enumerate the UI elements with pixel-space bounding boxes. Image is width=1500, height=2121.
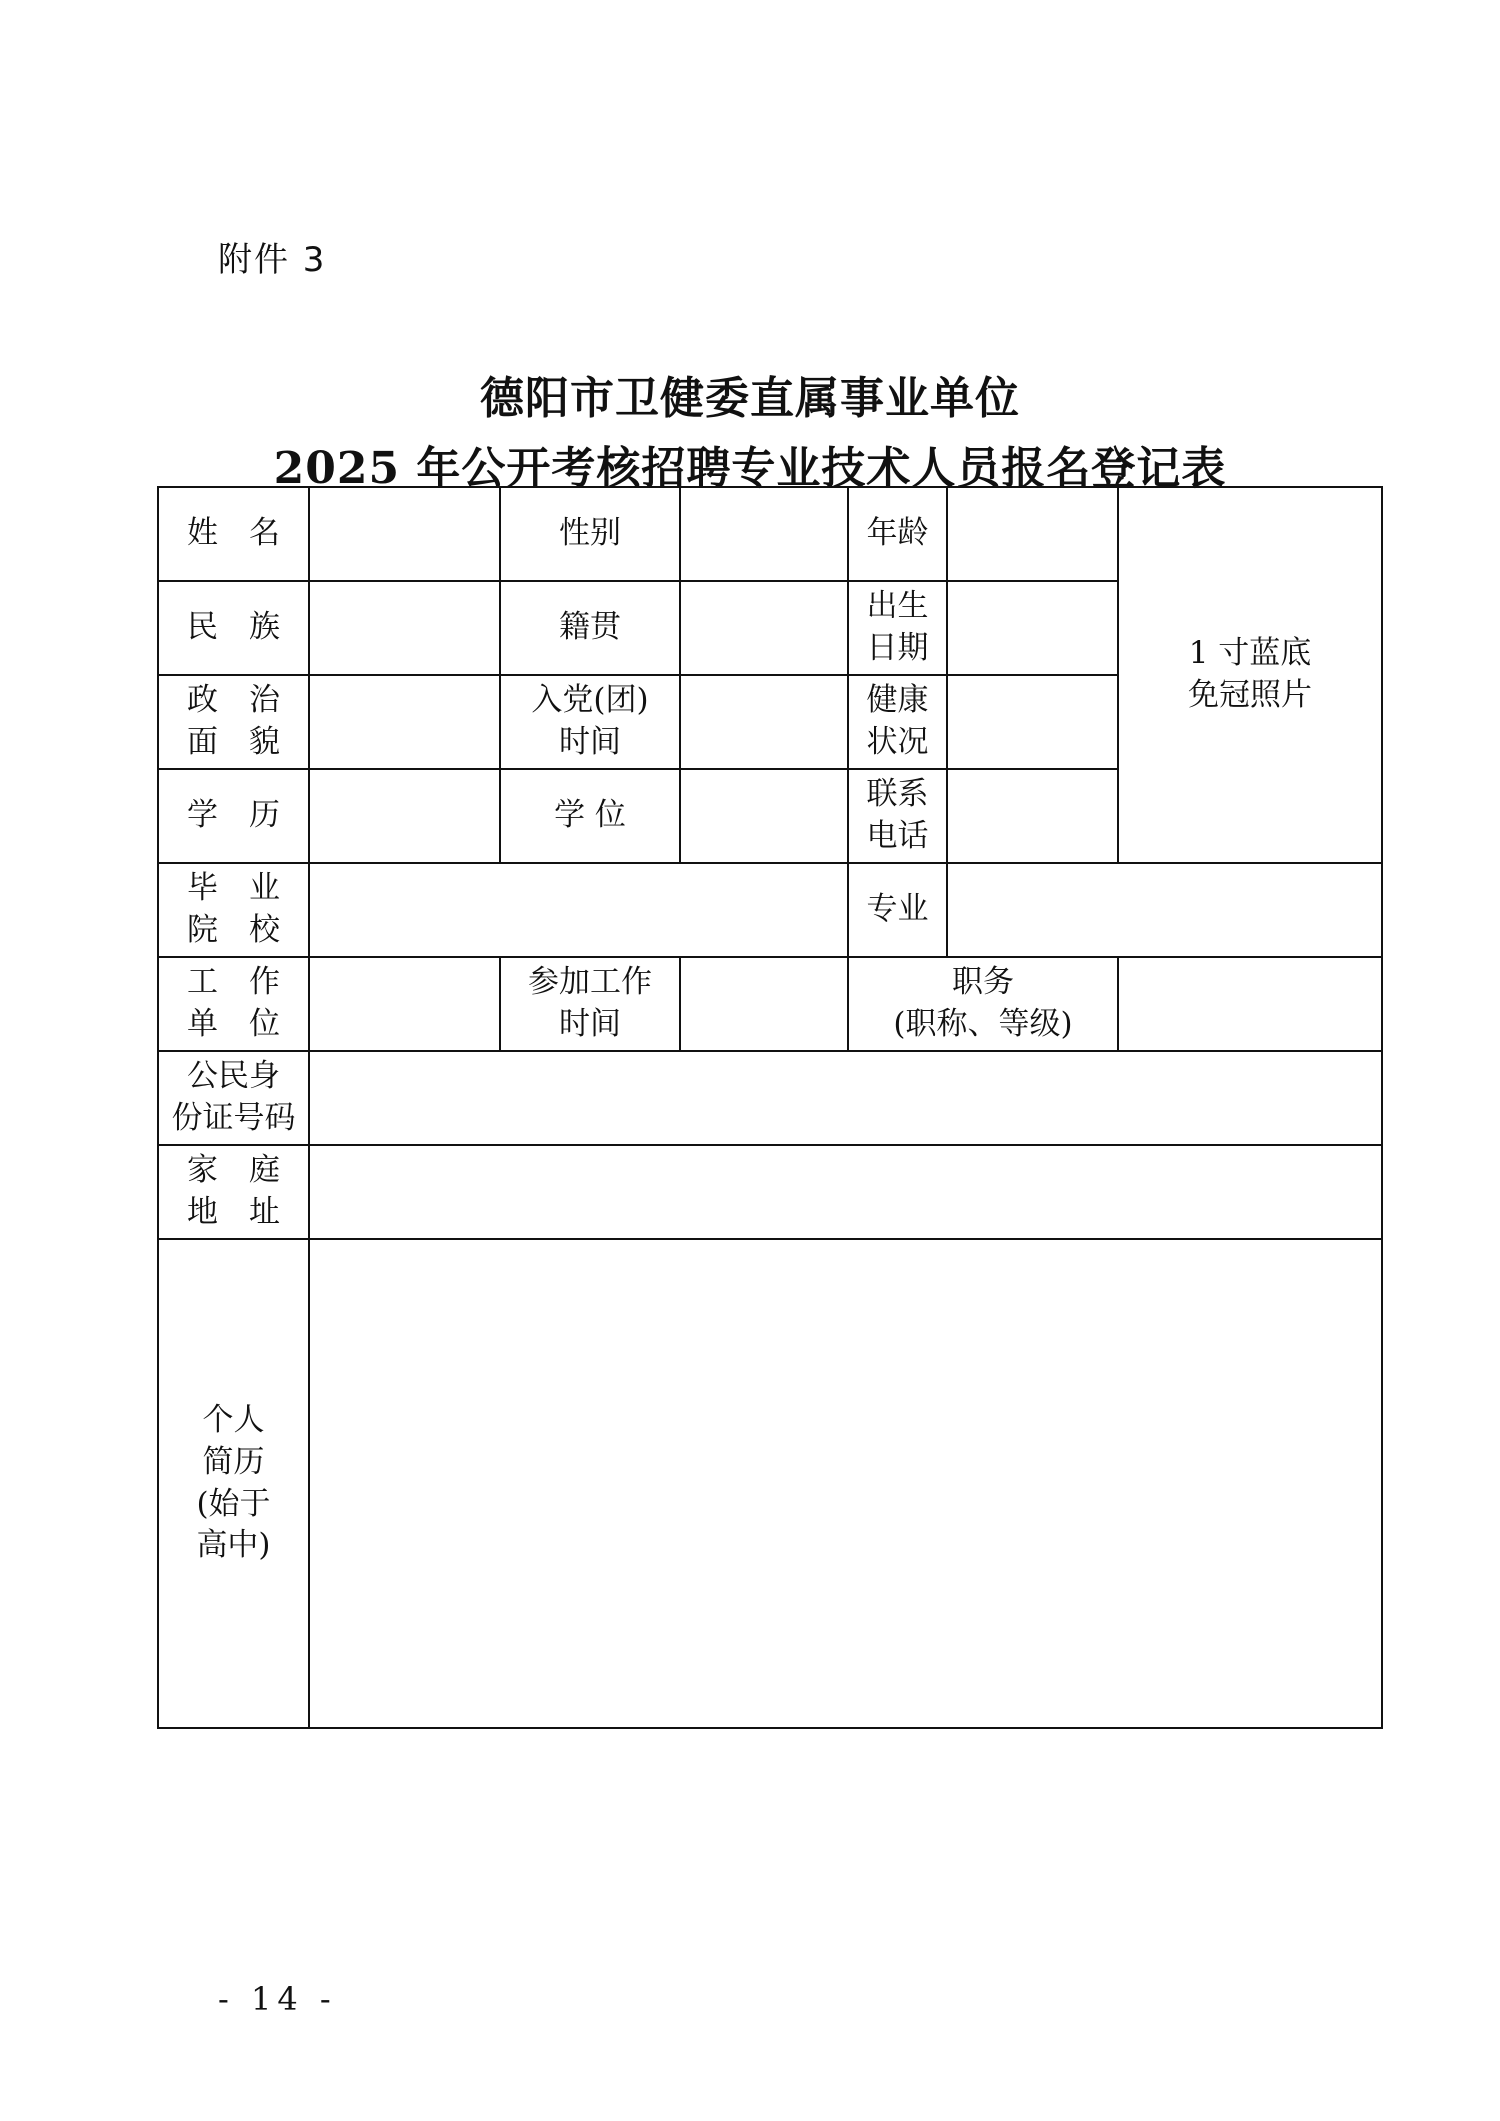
form-title-line1: 德阳市卫健委直属事业单位 [480,373,1020,424]
degree-field[interactable] [680,769,848,863]
ethnicity-field[interactable] [309,581,500,675]
political-status-label: 政 治 面 貌 [158,675,309,769]
birth-date-label: 出生 日期 [848,581,947,675]
native-place-label: 籍贯 [500,581,680,675]
degree-label: 学 位 [500,769,680,863]
major-label: 专业 [848,863,947,957]
work-start-time-field[interactable] [680,957,848,1051]
ethnicity-label: 民 族 [158,581,309,675]
employer-field[interactable] [309,957,500,1051]
education-field[interactable] [309,769,500,863]
position-label: 职务 (职称、等级) [848,957,1118,1051]
political-status-field[interactable] [309,675,500,769]
party-join-time-field[interactable] [680,675,848,769]
school-label: 毕 业 院 校 [158,863,309,957]
phone-label: 联系 电话 [848,769,947,863]
photo-placeholder[interactable]: 1 寸蓝底 免冠照片 [1118,487,1382,863]
id-number-field[interactable] [309,1051,1382,1145]
gender-label: 性别 [500,487,680,581]
position-field[interactable] [1118,957,1382,1051]
age-label: 年龄 [848,487,947,581]
registration-form-table [157,486,1383,1729]
work-start-time-label: 参加工作 时间 [500,957,680,1051]
form-title-line2: 2025 年公开考核招聘专业技术人员报名登记表 [273,443,1227,494]
address-field[interactable] [309,1145,1382,1239]
gender-field[interactable] [680,487,848,581]
native-place-field[interactable] [680,581,848,675]
name-field[interactable] [309,487,500,581]
address-label: 家 庭 地 址 [158,1145,309,1239]
health-label: 健康 状况 [848,675,947,769]
major-field[interactable] [947,863,1382,957]
phone-field[interactable] [947,769,1118,863]
resume-label: 个人 简历 (始于 高中) [158,1239,309,1728]
id-number-label: 公民身 份证号码 [158,1051,309,1145]
birth-date-field[interactable] [947,581,1118,675]
age-field[interactable] [947,487,1118,581]
name-label: 姓 名 [158,487,309,581]
employer-label: 工 作 单 位 [158,957,309,1051]
education-label: 学 历 [158,769,309,863]
health-field[interactable] [947,675,1118,769]
attachment-label: 附件 3 [218,240,327,280]
resume-field[interactable] [309,1239,1382,1728]
party-join-time-label: 入党(团) 时间 [500,675,680,769]
page-number: - 14 - [218,1980,337,2018]
school-field[interactable] [309,863,848,957]
